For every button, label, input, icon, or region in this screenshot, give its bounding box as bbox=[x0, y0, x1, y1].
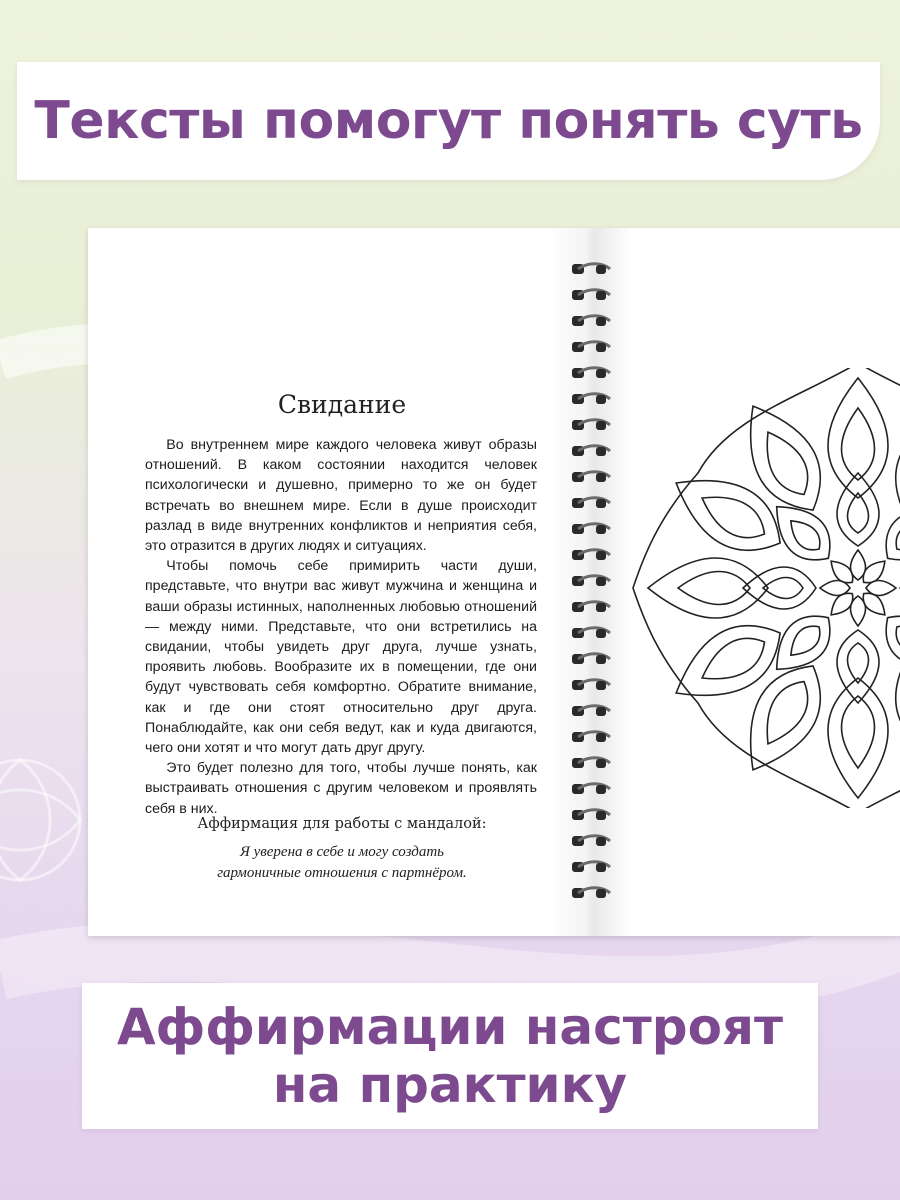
body-text bbox=[145, 435, 537, 819]
page-title: Свидание bbox=[277, 390, 407, 419]
mandala-illustration-icon bbox=[628, 368, 900, 808]
left-page bbox=[88, 228, 596, 936]
affirmation-line-2: гармоничные отношения с партнёром. bbox=[217, 865, 467, 881]
top-banner-text: Тексты помогут понять суть bbox=[34, 91, 863, 151]
bottom-banner bbox=[82, 983, 818, 1129]
top-banner bbox=[17, 62, 880, 180]
affirmation-heading: Аффирмация для работы с мандалой: bbox=[197, 816, 487, 832]
bottom-banner-line-2: на практику bbox=[272, 1056, 628, 1114]
paragraph-2: Чтобы помочь себе примирить части души, представьте, что внутри вас живут мужчина и женщина и ваши образы истинных, наполненных любовью отношений — между ними. Представьте, что они встретились на свидании, чтобы увидеть друг друга, лучше узнать, проявить любовь. Вообразите их в помещении, где они будут чувствовать себя комфортно. Обратите внимание, как и где они стоят относительно друг друга. Понаблюдайте, как они себя ведут, как и куда двигаются, чего они хотят и что могут дать друг другу. bbox=[145, 558, 537, 757]
affirmation-text bbox=[88, 842, 596, 884]
spiral-binding-icon bbox=[568, 256, 618, 916]
paragraph-3: Это будет полезно для того, чтобы лучше понять, как выстраивать отношения с другим человеком и проявлять себя в них. bbox=[145, 760, 537, 817]
affirmation-line-1: Я уверена в себе и могу создать bbox=[240, 844, 444, 860]
book-spread bbox=[88, 228, 900, 936]
paragraph-1: Во внутреннем мире каждого человека живут образы отношений. В каком состоянии находится человек психологически и душевно, примерно то же он будет встречать во внешнем мире. Если в душе происходит разлад в виде внутренних конфликтов и неприятия себя, это отразится в других людях и ситуациях. bbox=[145, 437, 537, 555]
bottom-banner-line-1: Аффирмации настроят bbox=[116, 998, 783, 1056]
